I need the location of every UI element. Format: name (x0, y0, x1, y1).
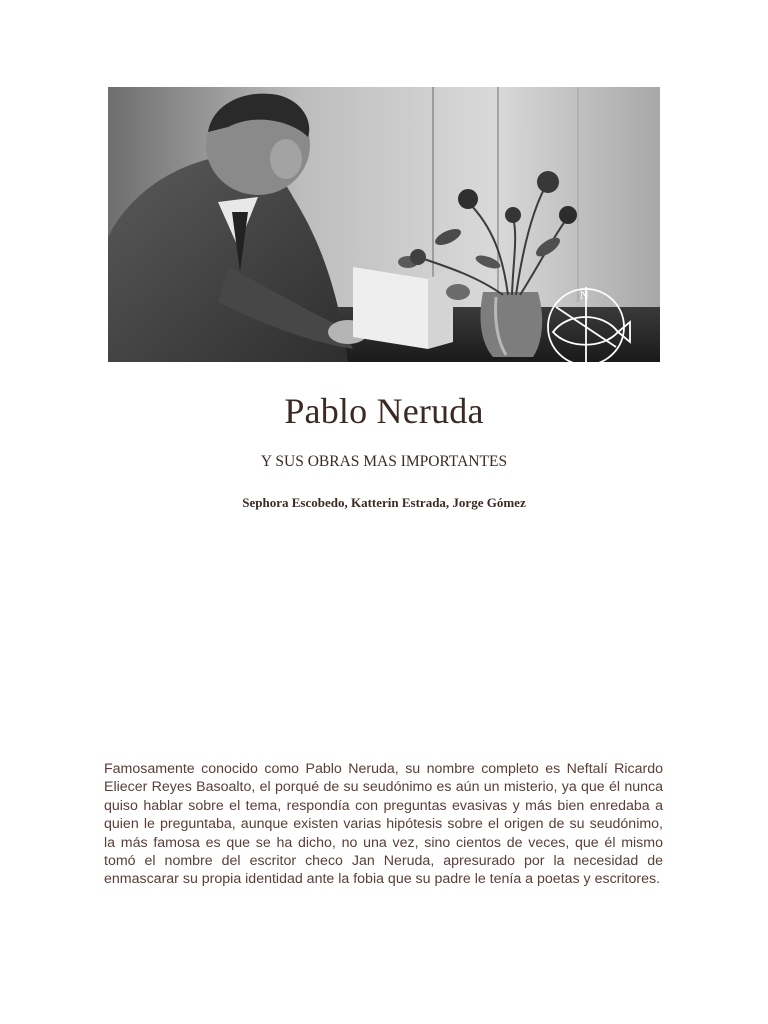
page-title: Pablo Neruda (284, 391, 484, 431)
page-subtitle: Y SUS OBRAS MAS IMPORTANTES (260, 453, 508, 470)
emblem-letter: N (580, 288, 589, 302)
cover-photo (108, 87, 660, 362)
body-paragraph: Famosamente conocido como Pablo Neruda, su nombre completo es Neftalí Ricardo Eliecer Reyes Basoalto, el porqué de su seudónimo es aún un misterio, ya que él nunca quiso hablar sobre el tema, respondía con preguntas evasivas y más bien enredaba a quien le preguntaba, aunque existen varias hipótesis sobre el origen de su seudónimo, la más famosa es que se ha dicho, no una vez, sino cientos de veces, que él mismo tomó el nombre del escritor checo Jan Neruda, apresurado por la necesidad de enmascarar su propia identidad ante la fobia que su padre le tenía a poetas y escritores. (104, 761, 663, 888)
authors-line: Sephora Escobedo, Katterin Estrada, Jorge Gómez (242, 495, 526, 510)
